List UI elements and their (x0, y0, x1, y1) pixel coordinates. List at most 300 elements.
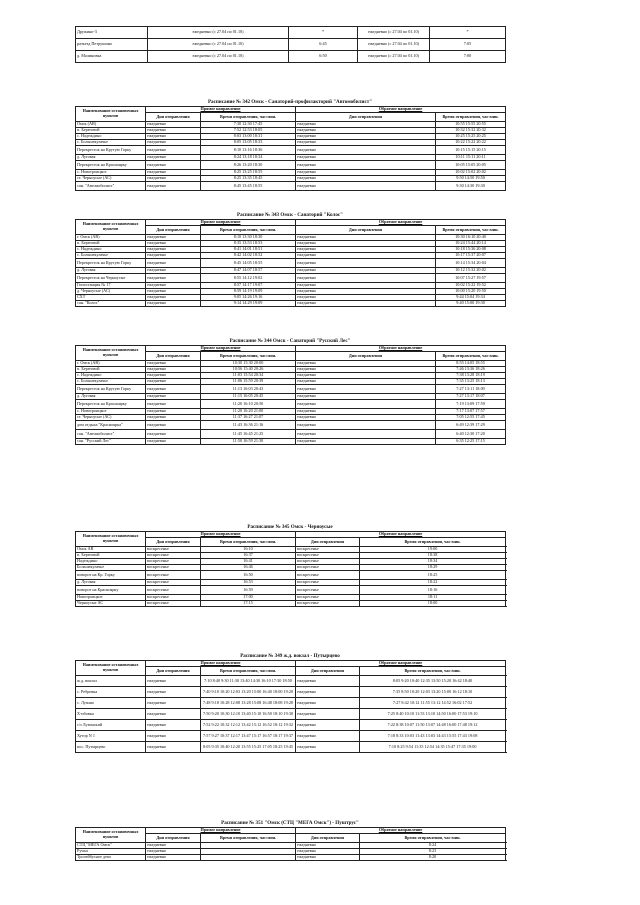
days-cell: ежедневно (146, 259, 201, 268)
stop-name-cell: Омск (АВ) (76, 122, 146, 128)
days-cell: ежедневно (296, 301, 436, 307)
time-cell: 18:00 (360, 601, 506, 607)
days-cell: воскресенье (146, 559, 201, 565)
time-cell: 16:53 (201, 580, 296, 586)
time-cell: 8:20 (360, 855, 506, 861)
stop-name-cell: поворот на Красноярку (76, 586, 146, 595)
days-cell: воскресенье (146, 553, 201, 559)
days-cell: ежедневно (146, 379, 201, 385)
time-cell: 9:30 14:30 19:30 (436, 182, 506, 191)
stop-name-cell: СТЦ "МЕГА Омск" (76, 843, 146, 849)
time-cell: 10:00 15:20 19:50 (436, 289, 506, 295)
stop-name-cell: с. Лузино (76, 698, 146, 709)
days-cell: ежедневно (146, 161, 201, 170)
time-cell: 8:05 9:20 10:40 12:35 13:50 15:20 16:42 18:40 (360, 676, 506, 687)
time-cell: 8:25 13:25 18:55 (201, 170, 296, 176)
days-cell: ежедневно (296, 430, 436, 439)
back-direction-header: Обратное направление (296, 532, 506, 538)
days-cell: ежедневно (296, 274, 436, 283)
days-cell: воскресенье (146, 571, 201, 580)
days-cell: ежедневно (146, 283, 201, 289)
schedule-342 (75, 99, 505, 191)
stop-name-cell: д. Луговая (76, 155, 146, 161)
stop-name-cell: сан. "Автомобилист" (76, 430, 146, 439)
days-cell: ежедневно (146, 421, 201, 430)
stop-name-cell: с/з Лузинский (76, 720, 146, 731)
days-cell: ежедневно (146, 849, 201, 855)
days-cell: ежедневно (296, 421, 436, 430)
back-direction-header: Обратное направление (296, 220, 506, 226)
days-cell: ежедневно (296, 128, 436, 134)
days-cell: ежедневно (146, 687, 201, 698)
back-days-header: Дни отправления (296, 667, 360, 676)
schedule-345-table (75, 531, 506, 607)
days-cell: воскресенье (296, 601, 360, 607)
days-cell: воскресенье (296, 595, 360, 601)
stop-name-cell: СХТ (76, 295, 146, 301)
stop-name-cell: с. Новотроицкое (76, 170, 146, 176)
time-cell: 8:47 14:07 18:57 (201, 268, 296, 274)
continuation-table (75, 26, 506, 63)
time-cell: 6:40 12:30 17:20 (436, 430, 506, 439)
days-cell: ежедневно (296, 361, 436, 367)
back-direction-header: Обратное направление (296, 828, 506, 834)
stop-name-cell: с. Надеждино (76, 247, 146, 253)
time-cell: 10:17 15:37 20:07 (436, 253, 506, 259)
table-row (76, 855, 506, 861)
time-cell: 11:37 16:27 21:07 (201, 415, 296, 421)
stop-name-cell: г. Омск (АВ) (76, 361, 146, 367)
table-row (76, 182, 506, 191)
days-cell: воскресенье (146, 586, 201, 595)
days-cell: ежедневно (146, 430, 201, 439)
days-cell: ежедневно (146, 415, 201, 421)
time-cell: 10:25 15:25 20:25 (436, 134, 506, 140)
days-cell: ежедневно (296, 400, 436, 409)
time-cell: 18:25 (360, 571, 506, 580)
days-cell: ежедневно (146, 709, 201, 720)
stop-name-cell: Перекресток на Крутую Горку (76, 259, 146, 268)
time-cell: 11:50 16:59 21:30 (201, 439, 296, 445)
stop-name-cell: поворот на Кр. Горку (76, 571, 146, 580)
days-cell: ежедневно (296, 385, 436, 394)
back-times-header: Время отправления, час:мин. (360, 538, 506, 547)
days-cell: ежедневно (146, 843, 201, 849)
time-cell: 10:12 15:32 20:02 (436, 268, 506, 274)
forward-times-header: Время отправления, час:мин. (201, 352, 296, 361)
time-cell: 18:22 (360, 580, 506, 586)
days-cell: ежедневно (296, 409, 436, 415)
time-cell: 6:49 12:39 17:29 (436, 421, 506, 430)
table-row (76, 586, 506, 595)
days-cell: ежедневно (296, 731, 360, 742)
days-cell: ежедневно (296, 379, 436, 385)
time-cell: 8:24 (360, 843, 506, 849)
forward-direction-header: Прямое направление (146, 220, 296, 226)
time-cell: 7:50 9:20 10:30 12:10 13:40 15:10 16:50 18:10 19:30 (201, 709, 296, 720)
days-cell: ежедневно (с 27.04 по 01.10) (358, 27, 430, 39)
time-cell: 7:27 13:17 18:07 (436, 394, 506, 400)
schedule-343-table (75, 219, 506, 307)
days-cell: ежедневно (146, 676, 201, 687)
days-cell: ежедневно (296, 283, 436, 289)
days-cell: ежедневно (146, 394, 201, 400)
col-stop-header: Наименование остановочных пунктов (76, 828, 146, 843)
table-row (76, 274, 506, 283)
table-row (76, 571, 506, 580)
back-days-header: Дни отправления (296, 834, 360, 843)
stop-name-cell: сан. "Колос" (76, 301, 146, 307)
time-cell: 18:29 (360, 565, 506, 571)
stop-name-cell: с. Новотроицкое (76, 409, 146, 415)
forward-days-header: Дни отправления (146, 113, 201, 122)
time-cell: 10:18 15:36 20:08 (436, 247, 506, 253)
back-days-header: Дни отправления (296, 113, 436, 122)
time-cell: 9:50 14:50 19:50 (436, 176, 506, 182)
time-cell: 10:11 15:11 20:11 (436, 155, 506, 161)
table-row (76, 301, 506, 307)
time-cell: 6:50 (289, 51, 358, 63)
forward-days-header: Дни отправления (146, 538, 201, 547)
time-cell: 10:22 15:22 20:22 (436, 140, 506, 146)
days-cell: воскресенье (146, 601, 201, 607)
col-stop-header: Наименование остановочных пунктов (76, 346, 146, 361)
stop-name-cell: г. Омск (АВ) (76, 235, 146, 241)
table-row (76, 439, 506, 445)
forward-days-header: Дни отправления (146, 834, 201, 843)
days-cell: воскресенье (296, 547, 360, 553)
stop-name-cell: Надеждино (76, 559, 146, 565)
stop-name-cell: Большекулачье (76, 565, 146, 571)
time-cell: 7:46 13:36 18:26 (436, 367, 506, 373)
forward-times-header: Время отправления, час:мин. (201, 834, 296, 843)
time-cell: 10:24 15:44 20:14 (436, 241, 506, 247)
stop-name-cell: п. Береговой (76, 241, 146, 247)
days-cell: ежедневно (296, 394, 436, 400)
col-stop-header: Наименование остановочных пунктов (76, 220, 146, 235)
days-cell: ежедневно (296, 849, 360, 855)
time-cell: 7:05 12:55 17:45 (436, 415, 506, 421)
days-cell: ежедневно (с 27.04 по 01.10) (148, 27, 289, 39)
schedule-349 (75, 653, 505, 753)
time-cell: 8:45 14:05 18:55 (201, 259, 296, 268)
days-cell: ежедневно (146, 155, 201, 161)
days-cell: ежедневно (146, 274, 201, 283)
table-row (76, 39, 506, 51)
table-row (76, 421, 506, 430)
time-cell: 7:27 13:11 18:09 (436, 385, 506, 394)
time-cell: 7:00 (430, 51, 506, 63)
time-cell: 8:35 13:53 18:53 (201, 241, 296, 247)
days-cell: ежедневно (146, 176, 201, 182)
stop-name-cell: ж.д. вокзал (76, 676, 146, 687)
days-cell: ежедневно (296, 140, 436, 146)
forward-direction-header: Прямое направление (146, 661, 296, 667)
time-cell: 10:15 15:15 20:15 (436, 146, 506, 155)
days-cell: ежедневно (296, 415, 436, 421)
time-cell: 7:10 8:25 9:54 11:35 12:54 14:35 15:47 17:35 19:00 (360, 742, 506, 753)
time-cell: 6:35 12:25 17:15 (436, 439, 506, 445)
days-cell: воскресенье (146, 595, 201, 601)
stop-name-cell: сан. "Русский Лес" (76, 439, 146, 445)
days-cell: ежедневно (296, 253, 436, 259)
time-cell: 9:05 14:26 19:16 (201, 295, 296, 301)
schedule-351-table (75, 827, 506, 861)
days-cell: ежедневно (146, 134, 201, 140)
days-cell: ежедневно (296, 295, 436, 301)
days-cell: ежедневно (296, 367, 436, 373)
table-row (76, 146, 506, 155)
forward-days-header: Дни отправления (146, 352, 201, 361)
time-cell: 16:41 (201, 559, 296, 565)
table-row (76, 709, 506, 720)
back-days-header: Дни отправления (296, 226, 436, 235)
time-cell: 19:00 (360, 547, 506, 553)
time-cell: 7:22 8:38 10:07 11:50 13:07 14:48 16:00 17:48 19:12 (360, 720, 506, 731)
days-cell: ежедневно (146, 289, 201, 295)
stop-name-cell: Перекресток на Крутую Горку (76, 146, 146, 155)
days-cell: ежедневно (с 27.04 по 01.10) (148, 39, 289, 51)
days-cell: воскресенье (296, 580, 360, 586)
stop-name-cell: дом отдыха "Красноярка" (76, 421, 146, 430)
days-cell: воскресенье (296, 586, 360, 595)
days-cell: ежедневно (296, 161, 436, 170)
time-cell: 10:14 15:34 20:04 (436, 259, 506, 268)
back-times-header: Время отправления, час:мин. (436, 113, 506, 122)
days-cell: ежедневно (146, 367, 201, 373)
time-cell: 16:10 (201, 547, 296, 553)
stop-name-cell: Перекресток на Крутую Горку (76, 385, 146, 394)
days-cell: ежедневно (146, 268, 201, 274)
days-cell: ежедневно (146, 720, 201, 731)
stop-name-cell: Х-ибовка (76, 709, 146, 720)
stop-name-cell: Черноусые АС (76, 601, 146, 607)
table-row (76, 400, 506, 409)
forward-direction-header: Прямое направление (146, 532, 296, 538)
time-cell: 16:46 (201, 565, 296, 571)
time-cell: 10:56 15:40 20:26 (201, 367, 296, 373)
stop-name-cell: с. Надеждино (76, 373, 146, 379)
days-cell: ежедневно (296, 720, 360, 731)
forward-times-header: Время отправления, час:мин. (201, 226, 296, 235)
time-cell: 8:59 14:19 19:09 (201, 289, 296, 295)
forward-days-header: Дни отправления (146, 226, 201, 235)
days-cell: ежедневно (с 27.04 по 01.10) (358, 39, 430, 51)
back-direction-header: Обратное направление (296, 346, 506, 352)
stop-name-cell: д. Луговая (76, 580, 146, 586)
stop-name-cell: п. Береговой (76, 128, 146, 134)
time-cell: 7:05 (430, 39, 506, 51)
days-cell: ежедневно (146, 855, 201, 861)
time-cell: 7:17 13:07 17:57 (436, 409, 506, 415)
time-cell: 7:35 8:50 10:20 12:03 13:20 15:00 16:12 18:10 (360, 687, 506, 698)
table-row (76, 430, 506, 439)
table-row (76, 676, 506, 687)
schedule-342-title: Расписание № 342 Омск - Санаторий-профилакторий "Автомобилист" (207, 99, 373, 105)
time-cell: 10:07 15:27 19:57 (436, 274, 506, 283)
time-cell: 8:05 13:05 18:33 (201, 140, 296, 146)
forward-direction-header: Прямое направление (146, 346, 296, 352)
time-cell: 10:30 15:30 20:00 (201, 361, 296, 367)
back-direction-header: Обратное направление (296, 107, 506, 113)
time-cell: 17:00 (201, 595, 296, 601)
schedule-344-title: Расписание № 344 Омск - Санаторий "Русский Лес" (229, 338, 351, 344)
days-cell: ежедневно (296, 155, 436, 161)
days-cell: ежедневно (с 27.04 по 01.10) (148, 51, 289, 63)
days-cell: ежедневно (296, 122, 436, 128)
table-row (76, 731, 506, 742)
stop-name-cell: ст. Черноусые (АС) (76, 415, 146, 421)
days-cell: ежедневно (146, 698, 201, 709)
days-cell: ежедневно (146, 241, 201, 247)
days-cell: ежедневно (296, 843, 360, 849)
time-cell (201, 855, 296, 861)
schedule-343 (75, 212, 505, 307)
time-cell: 18:38 (360, 553, 506, 559)
back-times-header: Время отправления, час:мин. (360, 834, 506, 843)
days-cell: ежедневно (146, 295, 201, 301)
days-cell: ежедневно (296, 176, 436, 182)
days-cell: ежедневно (296, 289, 436, 295)
back-days-header: Дни отправления (296, 538, 360, 547)
time-cell: 7:18 8:33 10:03 11:43 13:03 14:43 15:55 17:43 19:08 (360, 731, 506, 742)
days-cell: воскресенье (146, 580, 201, 586)
days-cell: ежедневно (146, 742, 201, 753)
time-cell: 10:02 15:02 20:02 (436, 170, 506, 176)
table-row (76, 720, 506, 731)
schedule-345-title: Расписание № 345 Омск - Черноусые (247, 524, 333, 530)
time-cell: 10:05 15:05 20:05 (436, 161, 506, 170)
time-cell: 11:20 16:20 21:00 (201, 409, 296, 415)
time-cell: 8:55 14:05 18:55 (436, 361, 506, 367)
days-cell: воскресенье (296, 565, 360, 571)
days-cell: воскресенье (296, 571, 360, 580)
continuation-table-block (75, 26, 505, 63)
table-row (76, 601, 506, 607)
time-cell: 11:03 15:54 20:34 (201, 373, 296, 379)
stop-name-cell: д. Черноусые (АС) (76, 289, 146, 295)
time-cell: 8:10 13:30 18:30 (201, 235, 296, 241)
days-cell: ежедневно (296, 247, 436, 253)
time-cell: 8:45 13:45 18:55 (201, 182, 296, 191)
time-cell: 6:45 (289, 39, 358, 51)
schedule-351 (75, 820, 505, 861)
stop-name-cell: Перекресток на Красноярку (76, 161, 146, 170)
stop-name-cell: Омск АВ (76, 547, 146, 553)
stop-name-cell: Гипостанция № 17 (76, 283, 146, 289)
time-cell: 11:45 16:45 21:25 (201, 430, 296, 439)
time-cell: 7:52 9:22 10:32 12:12 13:42 15:12 16:52 18:12 19:32 (201, 720, 296, 731)
time-cell: 9:44 15:04 19:34 (436, 295, 506, 301)
time-cell: 7:52 12:53 18:05 (201, 128, 296, 134)
time-cell: * (430, 27, 506, 39)
time-cell: 10:02 15:22 19:52 (436, 283, 506, 289)
time-cell: 7:25 8:40 10:10 11:53 13:10 14:50 16:00 17:53 19:10 (360, 709, 506, 720)
days-cell: ежедневно (296, 259, 436, 268)
stop-name-cell: с. Надеждино (76, 134, 146, 140)
stop-name-cell: Ручьи (76, 849, 146, 855)
time-cell: 11:13 16:03 20:43 (201, 385, 296, 394)
time-cell: 11:06 15:59 20:39 (201, 379, 296, 385)
time-cell: 11:43 16:36 21:16 (201, 421, 296, 430)
stop-name-cell: Перекресток на Красноярку (76, 400, 146, 409)
table-row (76, 698, 506, 709)
days-cell: ежедневно (296, 709, 360, 720)
time-cell: 10:55 15:55 20:55 (436, 122, 506, 128)
stop-name-cell: д. Луговая (76, 394, 146, 400)
days-cell: ежедневно (146, 253, 201, 259)
days-cell: ежедневно (296, 676, 360, 687)
col-stop-header: Наименование остановочных пунктов (76, 532, 146, 547)
days-cell: ежедневно (146, 146, 201, 155)
time-cell: 8:42 14:02 18:52 (201, 253, 296, 259)
days-cell: ежедневно (296, 182, 436, 191)
days-cell: ежедневно (296, 170, 436, 176)
schedule-351-title: Расписание № 351 "Омск (СТЦ "МЕГА Омск") - Пуштрус" (221, 820, 359, 826)
time-cell: 16:59 (201, 586, 296, 595)
days-cell: ежедневно (146, 439, 201, 445)
schedule-345 (75, 524, 505, 607)
days-cell: ежедневно (146, 247, 201, 253)
table-row (76, 687, 506, 698)
stop-name-cell: с. Большекулачье (76, 140, 146, 146)
time-cell: 18:11 (360, 595, 506, 601)
stop-name-cell: п. Береговой (76, 553, 146, 559)
time-cell: 18:34 (360, 559, 506, 565)
col-stop-header: Наименование остановочных пунктов (76, 661, 146, 676)
table-row (76, 27, 506, 39)
time-cell: 8:41 14:01 18:51 (201, 247, 296, 253)
table-row (76, 742, 506, 753)
time-cell: 7:30 12:30 17:45 (201, 122, 296, 128)
days-cell: ежедневно (146, 373, 201, 379)
time-cell: 8:10 13:16 18:36 (201, 146, 296, 155)
time-cell: 8:25 13:35 18:45 (201, 176, 296, 182)
time-cell: 11:20 16:10 20:50 (201, 400, 296, 409)
time-cell: 16:37 (201, 553, 296, 559)
stop-name-cell: ст. Черноусые (АС) (76, 176, 146, 182)
time-cell: 7:19 13:09 17:59 (436, 400, 506, 409)
days-cell: ежедневно (296, 373, 436, 379)
days-cell: ежедневно (146, 731, 201, 742)
forward-times-header: Время отправления, час:мин. (201, 667, 296, 676)
days-cell: ежедневно (146, 140, 201, 146)
back-times-header: Время отправления, час:мин. (436, 226, 506, 235)
stop-name-cell: с. Большекулачье (76, 379, 146, 385)
table-row (76, 161, 506, 170)
days-cell: ежедневно (296, 268, 436, 274)
col-stop-header: Наименование остановочных пунктов (76, 107, 146, 122)
days-cell: ежедневно (296, 742, 360, 753)
schedule-349-title: Расписание № 349 ж.д. вокзал - Путырцево (240, 653, 340, 659)
time-cell: 10:32 15:32 20:32 (436, 128, 506, 134)
back-times-header: Время отправления, час:мин. (360, 667, 506, 676)
days-cell: воскресенье (146, 547, 201, 553)
stop-name-cell: Тролейбусное депо (76, 855, 146, 861)
time-cell: 10:30 16:10 20:40 (436, 235, 506, 241)
days-cell: ежедневно (296, 439, 436, 445)
forward-times-header: Время отправления, час:мин. (201, 113, 296, 122)
time-cell: * (289, 27, 358, 39)
schedule-343-title: Расписание № 343 Омск - Санаторий "Колос" (236, 212, 343, 218)
time-cell: 7:57 9:27 10:37 12:17 13:47 15:17 16:57 18:17 19:37 (201, 731, 296, 742)
stop-name-cell: Перекресток на Черноусые (76, 274, 146, 283)
days-cell: ежедневно (296, 698, 360, 709)
time-cell: 17:15 (201, 601, 296, 607)
time-cell: 8:24 13:18 18:34 (201, 155, 296, 161)
back-days-header: Дни отправления (296, 352, 436, 361)
forward-direction-header: Прямое направление (146, 828, 296, 834)
